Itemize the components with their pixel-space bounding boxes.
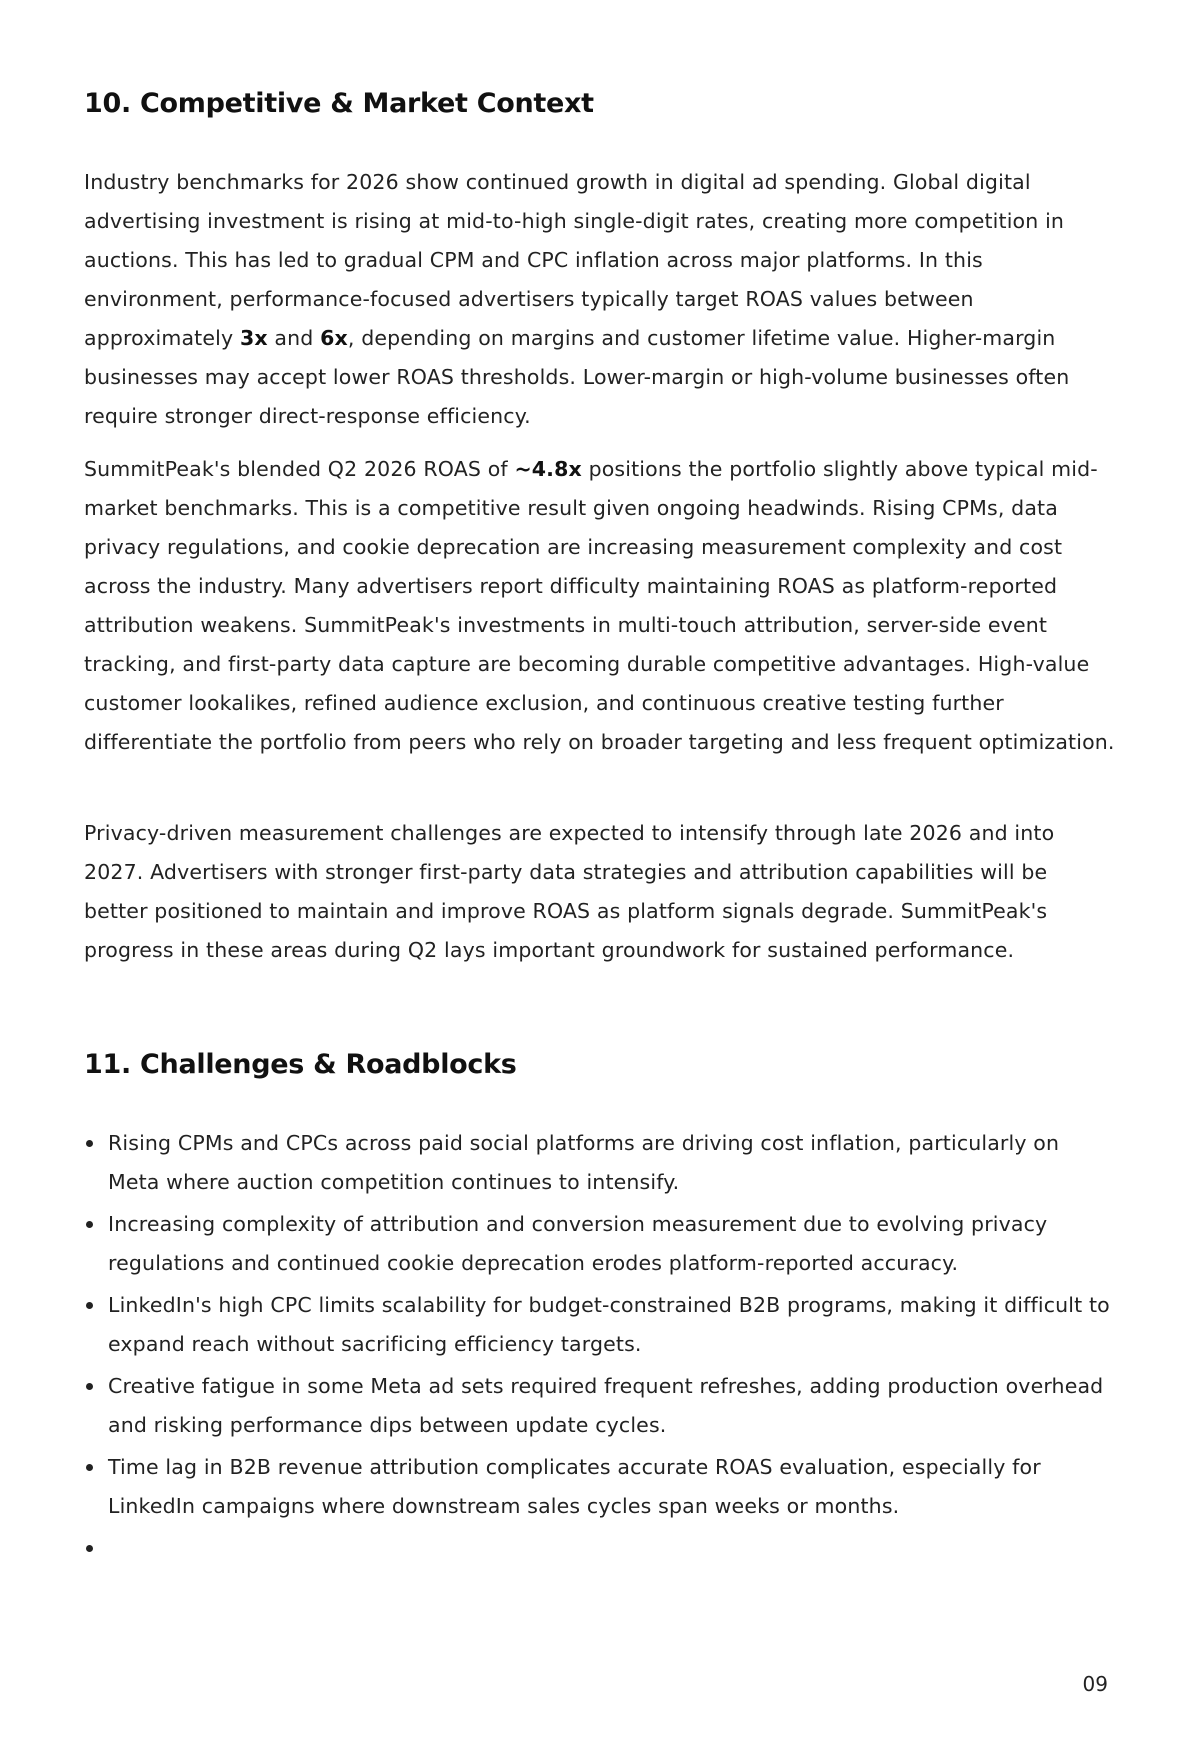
paragraph-text: and [267, 326, 321, 350]
roas-high-value: 6x [320, 326, 348, 350]
list-item-text: Time lag in B2B revenue attribution complicates accurate ROAS evaluation, especially for LinkedIn campaigns where downstream sales cycles span weeks or months. [108, 1455, 1041, 1518]
paragraph-privacy-challenges: Privacy-driven measurement challenges are expected to intensify through late 2026 and into 2027. Advertisers with stronger first-party data strategies and attribution capabilities will be better positioned to maintain and improve ROAS as platform signals degrade. SummitPeak's progress in these areas during Q2 lays important groundwork for sustained performance. [84, 821, 1055, 962]
list-item [84, 1205, 1116, 1283]
section-heading-competitive-market-context: 10. Competitive & Market Context [84, 88, 594, 119]
paragraph-text: Industry benchmarks for 2026 show continued growth in digital ad spending. Global digital advertising investment is rising at mid-to-high single-digit rates, creating more competition in auctions. This has led to gradual CPM and CPC inflation across major platforms. In this environment, performance-focused advertisers typically target ROAS values between approximately [84, 170, 1065, 350]
challenges-list [84, 1124, 1116, 1571]
list-item-text: Rising CPMs and CPCs across paid social platforms are driving cost inflation, particularly on Meta where auction competition continues to intensify. [108, 1131, 1060, 1194]
list-item-text: Increasing complexity of attribution and conversion measurement due to evolving privacy regulations and continued cookie deprecation erodes platform-reported accuracy. [108, 1212, 1048, 1275]
roas-low-value: 3x [239, 326, 268, 350]
list-item-text: Creative fatigue in some Meta ad sets required frequent refreshes, adding production overhead and risking performance dips between update cycles. [108, 1374, 1104, 1437]
paragraph-text: , depending on margins and customer lifetime value. Higher-margin businesses may accept lower ROAS thresholds. Lower-margin or high-volume businesses often require stronger direct-response efficiency. [84, 326, 1070, 428]
page-number: 09 [1082, 1672, 1108, 1696]
list-item [84, 1367, 1116, 1445]
section-heading-challenges-roadblocks: 11. Challenges & Roadblocks [84, 1049, 517, 1080]
list-item [84, 1124, 1116, 1202]
paragraph-industry-benchmarks [84, 163, 1116, 436]
list-item [84, 1448, 1116, 1526]
list-item-text: LinkedIn's high CPC limits scalability for budget-constrained B2B programs, making it difficult to expand reach without sacrificing efficiency targets. [108, 1293, 1110, 1356]
paragraph-text: positions the portfolio slightly above typical mid-market benchmarks. This is a competitive result given ongoing headwinds. Rising CPMs, data privacy regulations, and cookie deprecation are increasing measurement complexity and cost across the industry. Many advertisers report difficulty maintaining ROAS as platform-reported attribution weakens. SummitPeak's investments in multi-touch attribution, server-side event tracking, and first-party data capture are becoming durable competitive advantages. High-value customer lookalikes, refined audience exclusion, and continuous creative testing further differentiate the portfolio from peers who rely on broader targeting and less frequent optimization. [84, 457, 1115, 754]
blended-roas-value: ~4.8x [514, 457, 582, 481]
paragraph-text: SummitPeak's blended Q2 2026 ROAS of [84, 457, 515, 481]
paragraph-summitpeak-roas [84, 450, 1116, 762]
list-item-empty [84, 1529, 1116, 1568]
list-item [84, 1286, 1116, 1364]
